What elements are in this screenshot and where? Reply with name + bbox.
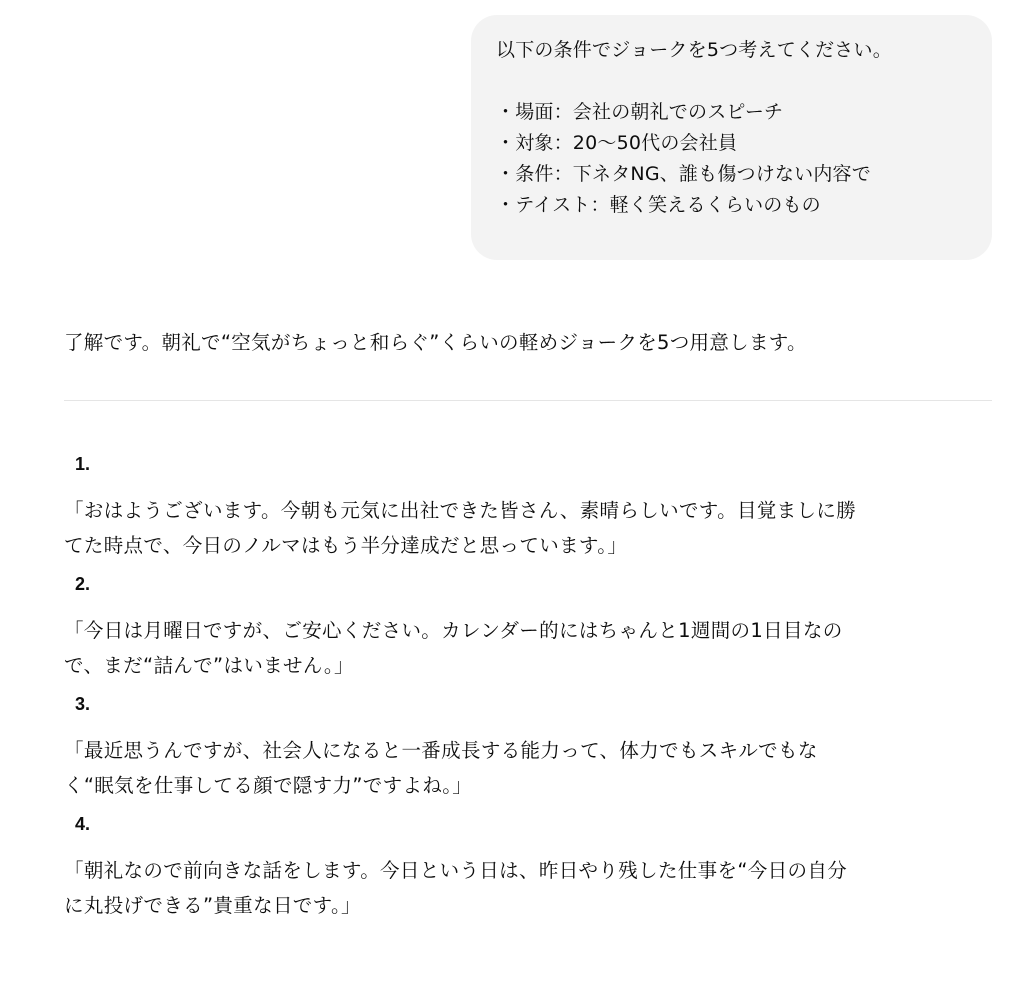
section-divider: [64, 400, 992, 401]
joke-text: [64, 853, 1004, 923]
joke-text-line: 「おはようございます。今朝も元気に出社できた皆さん、素晴らしいです。目覚ましに勝: [64, 499, 857, 522]
user-condition-rule: ・条件：下ネタNG、誰も傷つけない内容で: [496, 163, 871, 185]
user-condition-scene: ・場面：会社の朝礼でのスピーチ: [496, 101, 784, 123]
user-condition-taste: ・テイスト：軽く笑えるくらいのもの: [496, 194, 821, 216]
user-message-bubble: [471, 15, 992, 260]
joke-text: [64, 733, 1004, 803]
joke-number: 3.: [75, 694, 91, 714]
joke-item: [64, 690, 1004, 803]
joke-list: [64, 450, 1004, 930]
joke-text-line: で、まだ“詰んで”はいません。」: [64, 654, 354, 677]
joke-item: [64, 570, 1004, 683]
joke-text-line: 「最近思うんですが、社会人になると一番成長する能力って、体力でもスキルでもな: [64, 739, 818, 762]
joke-text: [64, 493, 1004, 563]
user-message-intro: 以下の条件でジョークを5つ考えてください。: [496, 39, 892, 61]
joke-number: 4.: [75, 814, 91, 834]
joke-item: [64, 450, 1004, 563]
user-condition-target: ・対象：20〜50代の会社員: [496, 132, 738, 154]
joke-text-line: く“眠気を仕事してる顔で隠す力”ですよね。」: [64, 774, 473, 797]
joke-text-line: に丸投げできる”貴重な日です。」: [64, 894, 361, 917]
joke-text: [64, 613, 1004, 683]
user-message-spacer: [496, 66, 972, 97]
joke-number: 1.: [75, 454, 91, 474]
joke-text-line: てた時点で、今日のノルマはもう半分達成だと思っています。」: [64, 534, 628, 557]
joke-number: 2.: [75, 574, 91, 594]
assistant-intro-text: 了解です。朝礼で“空気がちょっと和らぐ”くらいの軽めジョークを5つ用意します。: [64, 331, 807, 354]
joke-text-line: 「朝礼なので前向きな話をします。今日という日は、昨日やり残した仕事を“今日の自分: [64, 859, 848, 882]
joke-item: [64, 810, 1004, 923]
joke-text-line: 「今日は月曜日ですが、ご安心ください。カレンダー的にはちゃんと1週間の1日目なの: [64, 619, 843, 642]
